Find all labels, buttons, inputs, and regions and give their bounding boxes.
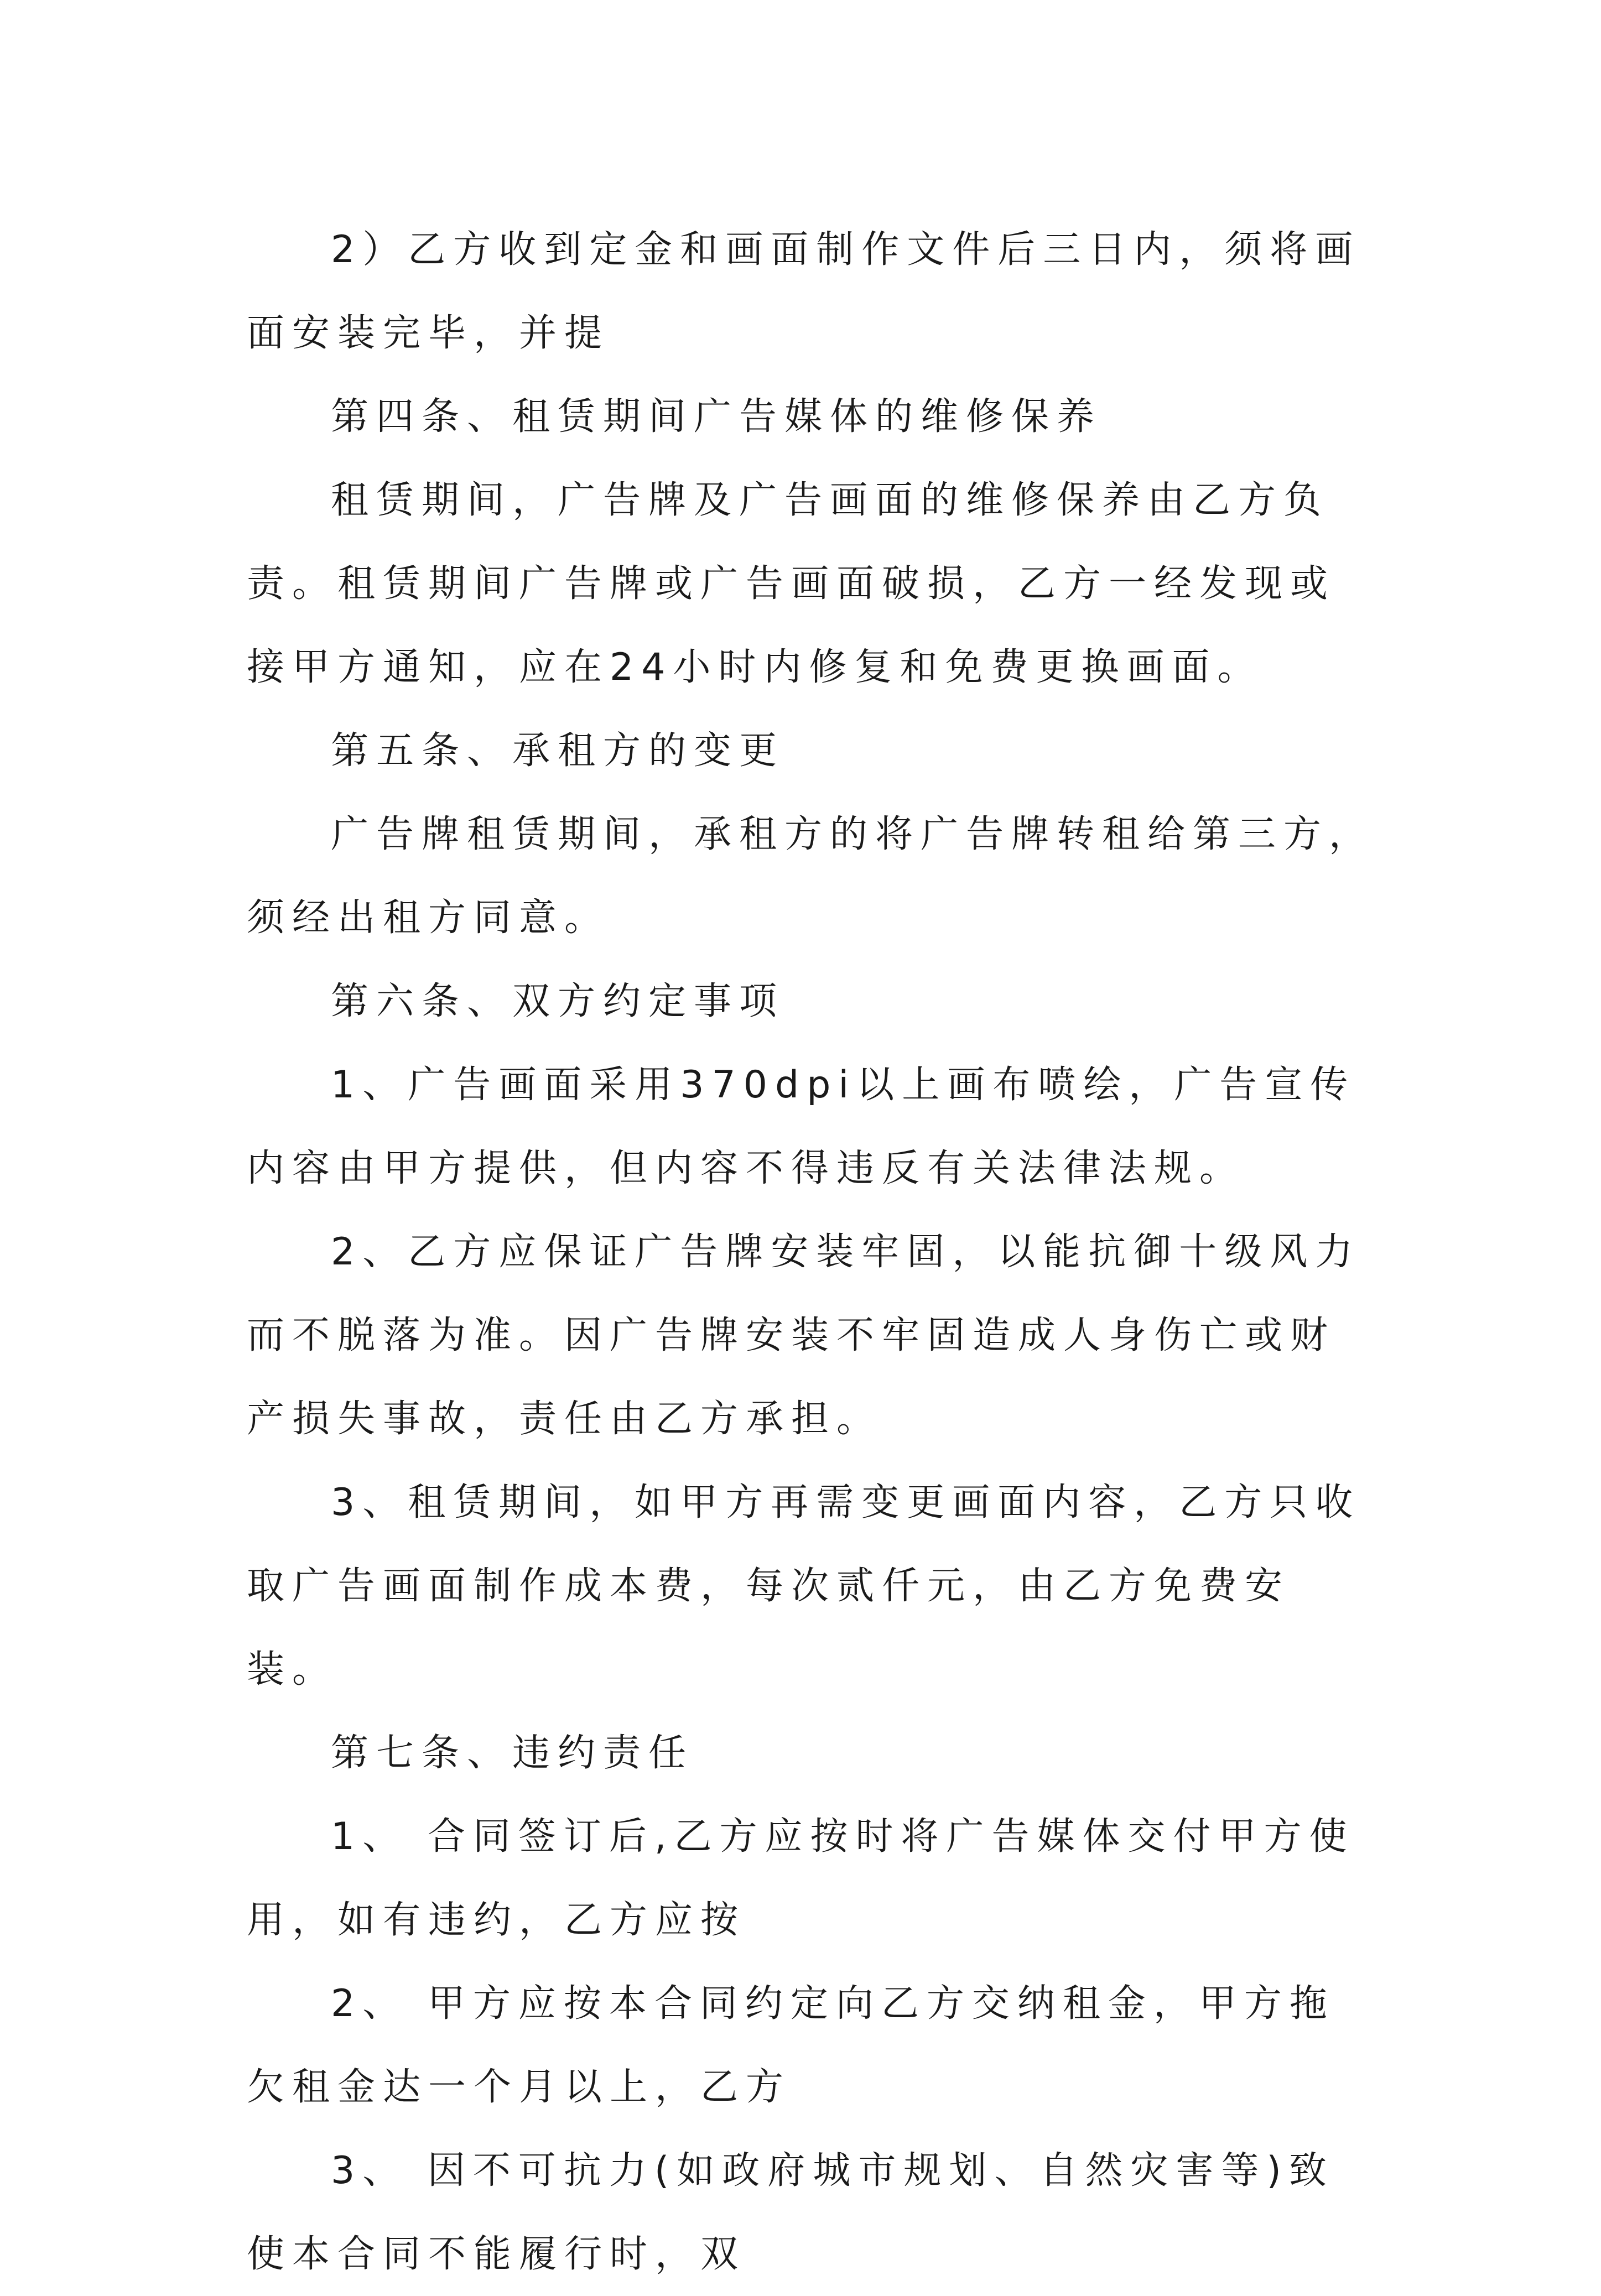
paragraph-item-2-install: 2）乙方收到定金和画面制作文件后三日内，须将画面安装完毕，并提 [247,228,1361,355]
paragraph-breach-1: 1、 合同签订后,乙方应按时将广告媒体交付甲方使用，如有违约，乙方应按 [247,1815,1355,1942]
paragraph-breach-2: 2、 甲方应按本合同约定向乙方交纳租金，甲方拖欠租金达一个月以上，乙方 [247,1982,1335,2109]
heading-article-7: 第七条、违约责任 [331,1731,694,1775]
paragraph-agreement-2: 2、乙方应保证广告牌安装牢固，以能抗御十级风力而不脱落为准。因广告牌安装不牢固造成人身伤亡或财产损失事故，责任由乙方承担。 [247,1230,1361,1441]
heading-article-4: 第四条、租赁期间广告媒体的维修保养 [331,395,1103,439]
paragraph-maintenance: 租赁期间，广告牌及广告画面的维修保养由乙方负责。租赁期间广告牌或广告画面破损，乙方一经发现或接甲方通知，应在24小时内修复和免费更换画面。 [247,478,1336,689]
paragraph-breach-3: 3、 因不可抗力(如政府城市规划、自然灾害等)致使本合同不能履行时，双 [247,2149,1334,2276]
paragraph-lessee-change: 广告牌租赁期间，承租方的将广告牌转租给第三方，须经出租方同意。 [247,813,1375,940]
paragraph-agreement-1: 1、广告画面采用370dpi以上画布喷绘，广告宣传内容由甲方提供，但内容不得违反有关法律法规。 [247,1063,1356,1190]
heading-article-6: 第六条、双方约定事项 [331,980,785,1023]
document-body [247,208,1375,2296]
heading-article-5: 第五条、承租方的变更 [331,729,785,773]
paragraph-agreement-3: 3、租赁期间，如甲方再需变更画面内容，乙方只收取广告画面制作成本费，每次贰仟元，由乙方免费安装。 [247,1481,1361,1691]
